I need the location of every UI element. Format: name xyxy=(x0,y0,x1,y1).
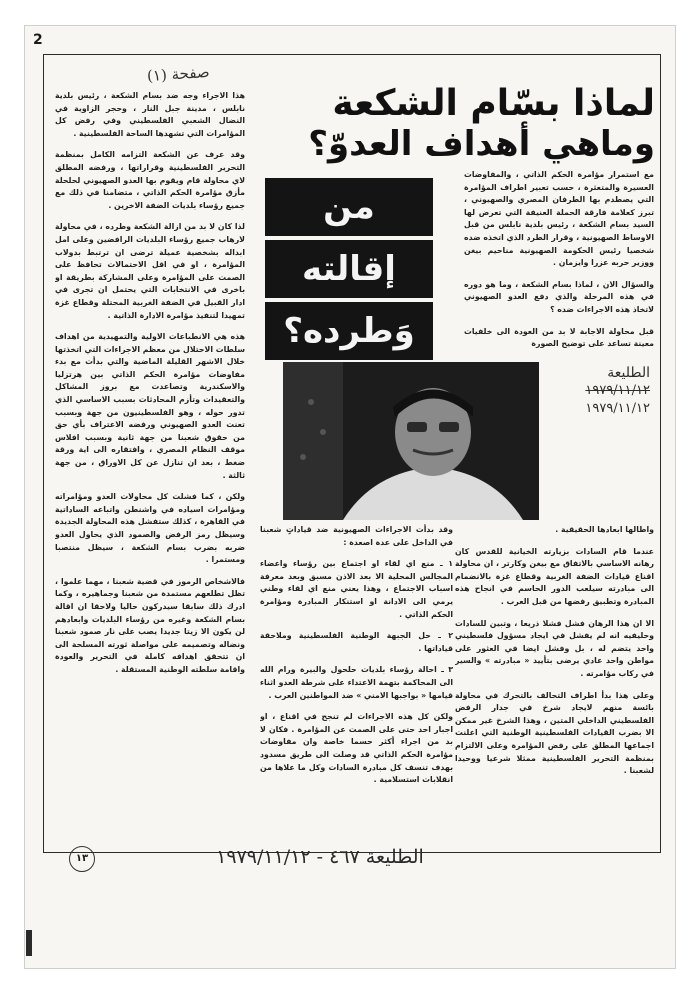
center-paragraph: ٢ ـ حل الجبهة الوطنية الفلسطينية وملاحقة قياداتها . xyxy=(260,631,453,653)
signature-name: الطليعة xyxy=(607,365,650,381)
portrait-photo-graphic xyxy=(283,362,539,520)
signature-date: ١٩٧٩/١١/١٢ xyxy=(585,401,650,416)
right-lower-paragraph: الا ان هذا الرهان فشل فشلا ذريعا ، وتبين للسادات وحليفيه انه لم يفشل في ايجاد مسؤول فلسطيني واحد يتضم له ، بل وفشل ايضا في العثور على مواطن واحد عادي يرضى بتأييد « مبادرته » والسير في ركاب مؤامرته . xyxy=(455,618,654,678)
headline-box-3: وَطرده؟ xyxy=(265,302,433,360)
headline-line-2: وماهي أهداف العدوّ؟ xyxy=(308,124,655,164)
right-lower-paragraph: وعلى هذا بدأ اطراف التحالف بالتحرك في محاولة بائسة منهم لايجاد شرخ في جدار الرفض الفلسطيني الداخلي المتين ، وهذا الشرخ غير ممكن الا بضرب القيادات الفلسطينية الوطنية التي اعلنت اجماعها المطلق على رفض المؤامرة وعلى الالتزام بمنظمة التحرير الفلسطينية ممثلا شرعيا ووحيدا لشعبنا . xyxy=(455,690,654,776)
portrait-photo xyxy=(283,362,539,520)
right-lower-paragraph: واطالها ابعادها الحقيقية . xyxy=(555,525,654,534)
headline-box-2: إقالته xyxy=(265,240,433,298)
signature-date-crossed: ١٩٧٩/١١/١٢ xyxy=(585,383,650,398)
headline-line-1: لماذا بسّام الشكعة xyxy=(332,83,655,124)
right-paragraph: والسؤال الان ، لماذا بسام الشكعة ، وما هو دوره في هذه المرحلة والذي دفع العدو الصهيوني لاتخاذ هذه الاجراءات ضده ؟ xyxy=(464,279,654,314)
center-paragraph: وقد بدأت الاجراءات الصهيونية ضد قياداتٍ شعبنا في الداخل على عدة اصعدة : xyxy=(260,525,453,547)
left-paragraph: ولكن ، كما فشلت كل محاولات العدو ومؤامراته ومؤامرات اسياده في واشنطن واتباعه الساداتية في القاهرة ، كذلك ستفشل هذه المحاولة الجديدة وسيظل رمز الرفض والصمود الذي يحاول العدو ضربه بضرب بسام الشكعة ، سيظل منتصبا ومستمرا . xyxy=(55,492,245,565)
center-paragraph: ولكن كل هذه الاجراءات لم تنجح في اقناع ، او اجبار احد حتى على الصمت عن المؤامرة . فكان لا بد من اجراء أكثر حسما خاصة وان مفاوضات مؤامرة الحكم الذاتي قد وصلت الى طريق مسدود بهدف تنسف كل مبادرة السادات وكل ما علاها من انقلابات استسلامية . xyxy=(260,712,453,785)
left-paragraph: هذا الاجراء وجه ضد بسام الشكعة ، رئيس بلدية نابلس ، مدينة جبل النار ، وحجر الزاوية في النضال الشعبي الفلسطيني وفي رفض كل المؤامرات التي تشهدها الساحة الفلسطينية . xyxy=(55,91,245,138)
center-paragraph: ١ ـ منع اي لقاء او اجتماع بين رؤساء واعضاء المجالس المحلية الا بعد الاذن مسبق وبعد معرفة اسباب الاجتماع ، وهذا يعني منع اي لقاء وطني يرمي الى الادانة او استنكار المبادرة ومؤامرة الحكم الذاتي . xyxy=(260,559,453,619)
article-headline xyxy=(250,84,655,164)
center-paragraph: ٣ ـ احالة رؤساء بلديات حلحول والبيرة ورام الله الى المحاكمة بتهمة الاعتداء على شرطة العدو اثناء قيامها « بواجبها الامني » ضد المواطنين العرب . xyxy=(260,665,453,700)
right-lower-paragraph: عندما قام السادات بزيارته الخيانية للقدس كان رهانه الاساسي بالاتفاق مع بيغن وكارتر ، ان محاولة اقناع قيادات الضفة الغربية وقطاع غزة بالانضمام الى مبادرته سيلعب الدور الحاسم في انجاح هذه المبادرة وتطبيق رفضها من قبل العرب . xyxy=(455,546,654,606)
headline-box-1: من xyxy=(265,178,433,236)
newspaper-clipping-sheet xyxy=(24,25,676,969)
handwritten-source-note: الطليعة ٤٦٧ - ١٩٧٩/١١/١٢ xyxy=(216,846,424,868)
corner-page-number: 2 xyxy=(33,32,43,48)
left-paragraph: هذه هي الانطباعات الاولية والتمهيدية من اهداف سلطات الاحتلال من معظم الاجراءات التي اتخذتها خلال الاشهر القليلة الماضية والتي بدأت مع بدء مفاوضات مؤامرة الحكم الذاتي بين هرتزليا والاسكندرية وتصاعدت مع بروز المشاكل والتعقيدات وتأزم المحادثات بسبب الاساسي الذي تدور حوله ، وهو الفلسطينيون من جهة وبسبب تعنت العدو الصهيوني ورفضه الاعتراف بأي حق من حقوق شعبنا من جهة ثانية وبسبب افلاس موقف النظام المصري ، وافتقاره الى اية ورقة ضغط ، بعد ان تنازل عن كل الاوراق ، من جهة ثالثة . xyxy=(55,332,245,480)
left-paragraph: فالاشخاص الرموز في قضية شعبنا ، مهما علموا ، تظل تطلعهم مستمدة من شعبنا وجماهيره ، وكما ادرك ذلك سابقا سيدركون حاليا ولاحقا ان اقالة بسام الشكعة وغيره من رؤساء البلديات وابعادهم لن يكون الا زيتا جديدا يصب على نار صمود شعبنا ونضاله وتصميمه على مواصلة ثورته المسلحة الى ان تتحقق اهدافه كاملة في التحرير والعودة واقامة سلطته الوطنية المستقلة . xyxy=(55,576,245,674)
left-paragraph: لذا كان لا بد من ازالة الشكعة وطرده ، في محاولة لارهاب جميع رؤساء البلديات الرافضين وعلى امل ابداله بشخصية عميلة ترضى ان ترتبط بدولاب المؤامرة ، او في اقل الاحتمالات تحافظ على الصمت على المؤامرة وعلى المشاركة بطريقة او باخرى في الانتخابات التي يحتمل ان تجرى في ادار القبيل في الضفة الغربية المحتلة وقطاع غزة تمهيدا لتنفيذ مؤامرة الادارة الذاتية . xyxy=(55,222,245,320)
left-text-column xyxy=(55,90,245,850)
handwritten-page-note: صفحة (١) xyxy=(146,62,211,86)
center-text-column xyxy=(260,524,453,824)
margin-mark xyxy=(26,930,32,956)
right-paragraph: مع استمرار مؤامرة الحكم الذاتي ، والمفاوضات العسيرة والمتعثرة ، حسب تعبير اطراف المؤامرة التي يصطدم بها الطرفان المصري والصهيوني ، تبرز كعلامة فارقة الحملة العنيفة التي تعرض لها السيد بسام الشكعة ، رئيس بلدية نابلس من قبل الاوساط الصهيونية ، وقرار الطرد الذي اتخذه ضده شخصيا رئيس الحكومة الصهيونية مناحيم بيغن ووزير حربه عزرا وايزمان . xyxy=(464,170,654,268)
left-paragraph: وقد عرف عن الشكعة التزامه الكامل بمنظمة التحرير الفلسطينية وقراراتها ، ورفضه المطلق لاي محاولة قام ويقوم بها العدو الصهيوني لحلحلة مأزق مؤامرة الحكم الذاتي ، متضامنا في ذلك مع جميع رؤساء بلديات الضفة الاخرين . xyxy=(55,150,245,210)
right-lower-text-column xyxy=(455,524,654,824)
circled-page-number: ١٣ xyxy=(69,846,95,872)
handwritten-signature-block xyxy=(555,364,650,418)
right-paragraph: قبل محاولة الاجابة لا بد من العودة الى خلفيات معينة تساعد على توضيح الصورة xyxy=(464,326,654,349)
